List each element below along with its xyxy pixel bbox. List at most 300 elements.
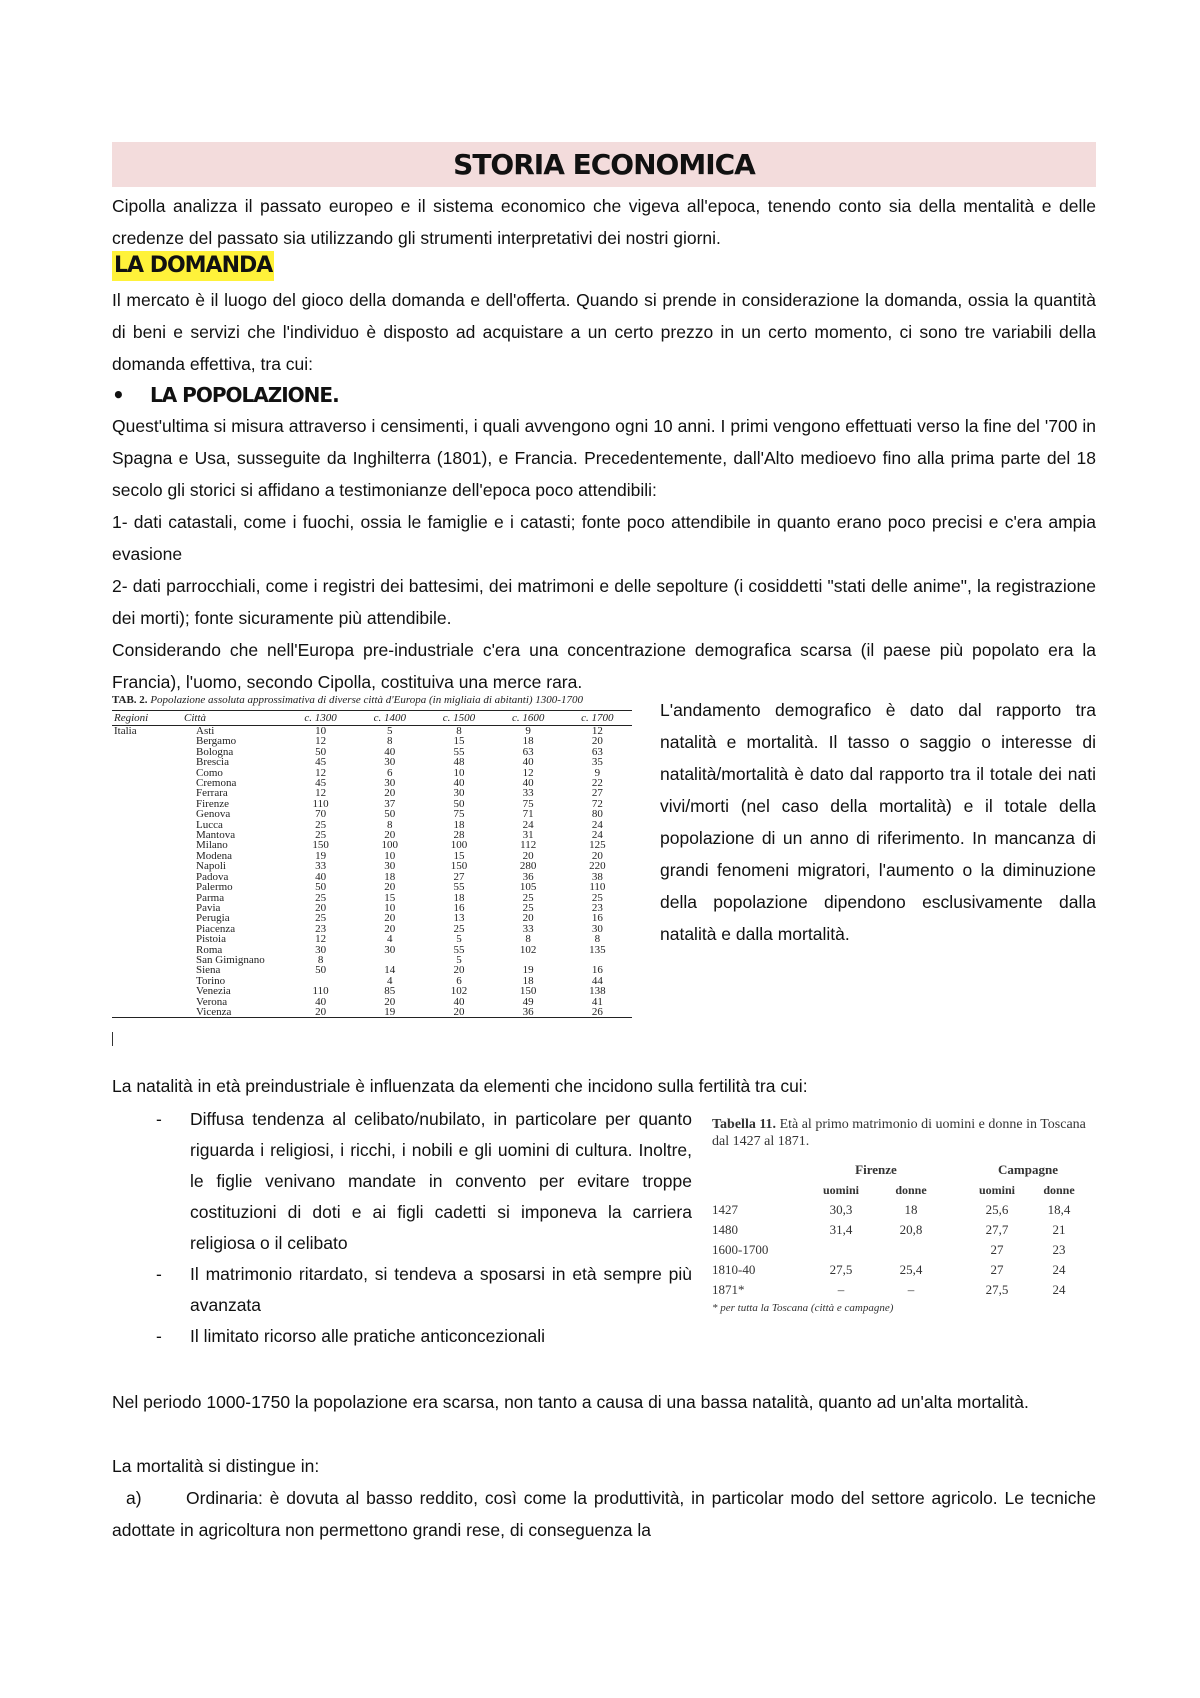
table-cell-region [112,986,182,996]
table-row [112,778,632,788]
table2-group: Campagne [998,1162,1058,1177]
table1-header: c. 1400 [355,711,424,726]
list-label: a) [126,1488,142,1508]
table-cell-value: 110 [312,797,329,810]
list-item [112,1104,692,1259]
table-row [112,882,632,892]
table2-group: Firenze [855,1162,897,1177]
table-cell-value: 138 [589,985,606,998]
table-cell-value: 30 [384,943,396,956]
table-cell-region: Italia [114,725,137,737]
heading-popolazione [112,380,339,410]
table1-header: c. 1700 [563,711,632,726]
table-cell-value: 18,4 [1047,1202,1071,1217]
table-cell-value: 24 [591,818,603,831]
table-cell-value: 50 [384,808,396,821]
table-row [112,924,632,934]
title-banner [112,142,1096,187]
table-cell-city: Bergamo [196,735,237,748]
table-cell-value: 20 [591,735,603,748]
table-cell-value: 40 [453,777,465,790]
table-cell-value: 55 [453,745,465,758]
table-cell-city: Pistoia [196,933,226,946]
table-cell-value: 20 [522,912,534,925]
table-cell-value: 20 [384,995,396,1008]
table-cell-city: Piacenza [196,922,236,935]
table-cell-city: Brescia [196,756,229,769]
table2-subheader: donne [895,1182,927,1197]
table-cell-region [112,778,182,788]
table-cell-value: 85 [384,985,396,998]
table-row [112,768,632,778]
table-cell-value: 102 [519,943,537,956]
table-row [112,903,632,913]
table2-note: * per tutta la Toscana (città e campagne) [712,1302,894,1314]
table-row [112,934,632,944]
table-cell-value: 20 [384,829,396,842]
list-item [112,1259,692,1321]
table1-header: c. 1600 [494,711,563,726]
table-cell-region [112,830,182,840]
table1-crop-mark [112,1032,113,1046]
table-cell-value: 8 [387,735,393,748]
table-row [112,955,632,965]
table1-body [112,726,632,1018]
table-cell-value: 40 [315,870,327,883]
table-cell-region [112,1007,182,1018]
table-row [112,788,632,798]
table1-caption-text: Popolazione assoluta approssimativa di diverse città d'Europa (in migliaia di abitanti) 1300-1700 [150,694,583,706]
table-cell-value: 10 [384,849,396,862]
table-cell-value: 16 [591,964,603,977]
table-cell-value: 12 [522,766,534,779]
table-cell-value: 31,4 [829,1222,853,1237]
table-cell-value: 14 [384,964,396,977]
table-cell-value: 150 [519,985,537,998]
table-cell-value: 40 [384,745,396,758]
table-cell-value: 20 [384,787,396,800]
table-cell-value: 4 [387,933,393,946]
table-cell-city: Pavia [196,901,221,914]
table-cell-value: 20 [384,922,396,935]
table-row [112,965,632,975]
table-cell-value: 5 [387,725,393,737]
table-cell-value: 27,7 [985,1222,1009,1237]
table-row [712,1260,1090,1280]
list-dash: - [156,1326,162,1346]
table-cell-value: 15 [384,891,396,904]
table-cell-value: – [837,1282,845,1297]
table-cell-region [112,945,182,955]
table-cell-city: Ferrara [196,787,228,800]
table1-header-row [112,711,632,726]
demografia-paragraph: L'andamento demografico è dato dal rapporto tra natalità e mortalità. Il tasso o saggio o interesse di natalità/mortalità è dato dal rapporto tra il totale dei nati vivi/morti (nel caso della mortalità) e il totale della popolazione di un anno di riferimento. In mancanza di grandi fenomeni migratori, l'aumento o la diminuzione della popolazione dipendono esclusivamente dalla natalità e dalla mortalità. [660,700,1096,944]
list-item-text: Il matrimonio ritardato, si tendeva a sposarsi in età sempre più avanzata [190,1264,692,1315]
table-cell-value: 25 [453,922,465,935]
table-cell-value: 27 [990,1262,1004,1277]
table-cell-value: 9 [594,766,601,779]
popolazione-paragraph-1: Quest'ultima si misura attraverso i censimenti, i quali avvengono ogni 10 anni. I primi vengono effettuati verso la fine del '700 in Spagna e Usa, susseguite da Inghilterra (1801), e Francia. Precedentemente, dall'Alto medioevo fino alla prima parte del 18 secolo gli storici si affidano a testimonianze dell'epoca poco attendibili: [112,416,1096,500]
table-row [712,1220,1090,1240]
table-cell-value: 280 [519,860,537,873]
table-cell-value: 20,8 [899,1222,923,1237]
table-cell-value: 25 [315,912,327,925]
table-cell-value: 25 [315,829,327,842]
table-cell-city: Lucca [196,818,223,831]
table-cell-value: 27 [591,787,603,800]
table-cell-value: 102 [450,985,468,998]
table1-caption [112,694,632,706]
table-row [712,1280,1090,1300]
table-cell-value: 48 [453,756,465,769]
table-cell-value: 12 [315,766,327,779]
table-cell-value: 30 [315,943,327,956]
list-dash: - [156,1264,162,1284]
table-cell-value: 25 [315,891,327,904]
table-cell-city: Parma [196,891,225,904]
table-cell-value: 18 [522,974,534,987]
table-row [112,820,632,830]
table-cell-value: 10 [453,766,465,779]
table-cell-value: 70 [315,808,327,821]
table-cell-value: 55 [453,943,465,956]
table-cell-value: 220 [589,860,606,873]
table2-body [712,1200,1090,1300]
table-cell-value: 12 [315,787,327,800]
table-cell-region [112,757,182,767]
table-cell-region [112,872,182,882]
table-cell-region [112,861,182,871]
table-cell-city: Perugia [196,912,230,925]
table-cell-value: 135 [589,943,606,956]
table-cell-year: 1480 [712,1222,738,1237]
table-cell-value: 30 [384,777,396,790]
table-cell-value: 27 [990,1242,1004,1257]
intro-paragraph: Cipolla analizza il passato europeo e il sistema economico che vigeva all'epoca, tenendo conto sia della mentalità e delle credenze del passato sia utilizzando gli strumenti interpretativi dei nostri giorni. [112,196,1096,248]
table-cell-value: 36 [494,1007,563,1018]
table-cell-value: 75 [522,797,534,810]
table-cell-value: 45 [315,756,327,769]
table-cell-value: 105 [519,881,537,894]
table-cell-value: 38 [591,870,603,883]
table-cell-year: 1427 [712,1202,738,1217]
table-cell-value: 40 [453,995,465,1008]
table-cell-year: 1600-1700 [712,1242,769,1257]
table-cell-value: 12 [591,725,603,737]
table-row [112,757,632,767]
table-cell-value: 12 [315,933,327,946]
table-cell-region [112,965,182,975]
table-cell-city: Roma [196,943,223,956]
table-cell-city: Asti [196,725,215,737]
table-cell-value: 31 [522,829,534,842]
mortalita-list-item [112,1482,1096,1546]
table-cell-value: 100 [381,839,399,852]
table-cell-value: 150 [312,839,329,852]
table-cell-value: 49 [522,995,534,1008]
list-item-text: Diffusa tendenza al celibato/nubilato, in particolare per quanto riguarda i religiosi, i ricchi, i nobili e gli uomini di cultura. Inoltre, le figlie venivano mandate in convento per evitare troppe costituzioni di doti e ai figli cadetti si imponeva la carriera religiosa o il celibato [190,1109,692,1253]
table-cell-region [112,736,182,746]
table-cell-value: 33 [315,860,327,873]
table1-header: Città [182,711,286,726]
table-cell-region [112,882,182,892]
table-cell-value: 13 [453,912,465,925]
natalita-intro: La natalità in età preindustriale è influenzata da elementi che incidono sulla fertilità tra cui: [112,1076,808,1096]
table-cell-value: 8 [317,953,324,966]
table-row [112,840,632,850]
table-cell-value: 4 [387,974,393,987]
table-cell-value: 24 [591,829,603,842]
table-cell-value: 10 [384,901,396,914]
table-cell-value: 20 [591,849,603,862]
table-cell-region [112,799,182,809]
table-cell-city: Verona [196,995,228,1008]
table-row [112,809,632,819]
domanda-paragraph: Il mercato è il luogo del gioco della domanda e dell'offerta. Quando si prende in considerazione la domanda, ossia la quantità di beni e servizi che l'individuo è disposto ad acquistare a un certo prezzo in un certo momento, ci sono tre variabili della domanda effettiva, tra cui: [112,290,1096,374]
popolazione-paragraph-4: Considerando che nell'Europa pre-industriale c'era una concentrazione demografica scarsa (il paese più popolato era la Francia), l'uomo, secondo Cipolla, costituiva una merce rara. [112,640,1096,692]
table-cell-value: 18 [904,1202,918,1217]
table2-caption-text: Età al primo matrimonio di uomini e donne in Toscana dal 1427 al 1871. [712,1117,1086,1149]
table-cell-value: 10 [315,725,327,737]
table1-header: c. 1300 [286,711,355,726]
table-cell-value: 25 [315,818,327,831]
table-cell-region [112,851,182,861]
table-cell-value: 26 [563,1007,632,1018]
table-cell-value: 112 [520,839,537,852]
table-cell-region [112,788,182,798]
table1-label: TAB. 2. [112,694,148,706]
list-dash: - [156,1109,162,1129]
table-row [112,986,632,996]
population-table [112,710,632,1018]
table-cell-city: Bologna [196,745,234,758]
table-cell-value: 12 [315,735,327,748]
table-cell-city: Firenze [196,797,229,810]
table-cell-value: 30 [384,860,396,873]
table-cell-value: 40 [315,995,327,1008]
table-cell-value: 50 [453,797,465,810]
table-spacer [946,1260,966,1280]
table-cell-value: 72 [591,797,603,810]
table-cell-value: 8 [525,933,531,946]
table-cell-region [112,768,182,778]
table2-subheader: donne [1043,1182,1075,1197]
table-row [112,830,632,840]
table-cell-value: 25,6 [985,1202,1009,1217]
table-cell-value: 20 [453,964,465,977]
table1-header: Regioni [112,711,182,726]
table2-subheader: uomini [822,1182,859,1197]
table-cell-value: 50 [315,745,327,758]
table-row [112,747,632,757]
table-cell-value: 40 [522,777,534,790]
table-cell-value: 50 [315,964,327,977]
table-cell-region [112,893,182,903]
table-cell-city: Palermo [196,881,233,894]
table-row [112,913,632,923]
list-item-text: Il limitato ricorso alle pratiche anticoncezionali [190,1326,546,1346]
table-cell-value: 23 [591,901,603,914]
table-cell-region [112,840,182,850]
table-spacer [946,1200,966,1220]
table-cell-city: Siena [196,964,221,977]
table-cell-region [112,747,182,757]
table-cell-value: 30,3 [829,1202,853,1217]
table-row [112,799,632,809]
table-spacer [946,1280,966,1300]
table-cell-value: 24 [522,818,534,831]
table-cell-value: 19 [315,849,327,862]
table-cell-region [112,976,182,986]
table-cell-value: 15 [453,849,465,862]
table-cell-city: Napoli [196,860,226,873]
table-cell-value: 21 [1052,1222,1066,1237]
table-cell-value: 23 [315,922,327,935]
table-cell-value: 27,5 [829,1262,853,1277]
table-cell-value: 110 [312,985,329,998]
table-cell-value: 20 [286,1007,355,1018]
table-cell-value: 5 [456,933,462,946]
table-cell-value: 35 [591,756,603,769]
table-cell-city: Padova [196,870,229,883]
table-cell-value: 15 [453,735,465,748]
table2-subheader: uomini [978,1182,1015,1197]
table-cell-value: 41 [591,995,603,1008]
table-cell-value: 20 [315,901,327,914]
table-row [112,726,632,737]
table-row [712,1200,1090,1220]
table-cell-value: 30 [591,922,603,935]
table-cell-city: Modena [196,849,233,862]
table-cell-value [876,1240,946,1260]
table-cell-value: 45 [315,777,327,790]
table-cell-value: 16 [453,901,465,914]
page-title: STORIA ECONOMICA [453,148,755,181]
table-cell-city: San Gimignano [196,953,265,966]
marriage-age-table [712,1160,1090,1300]
table-cell-value: 150 [450,860,468,873]
table-cell-value: 37 [384,797,396,810]
table-cell-region [112,955,182,965]
table-cell-value: 80 [591,808,603,821]
heading-popolazione-label: LA POPOLAZIONE [150,383,333,407]
table-cell-value: 71 [522,808,534,821]
table1-header: c. 1500 [424,711,493,726]
table-cell-value: 44 [591,974,603,987]
table-cell-city: Milano [196,839,228,852]
table-cell-city: Venezia [196,985,231,998]
table-cell-value: 25,4 [899,1262,923,1277]
table-spacer [946,1220,966,1240]
table-cell-value: 18 [453,818,465,831]
table-row [112,997,632,1007]
table-cell-region [112,924,182,934]
table-cell-region [112,820,182,830]
table-cell-value: 27,5 [985,1282,1009,1297]
table-cell-region [112,913,182,923]
table-cell-value: 23 [1052,1242,1066,1257]
table-cell-value: 30 [384,756,396,769]
table-cell-value: 110 [589,881,606,894]
table-cell-value: 33 [522,922,534,935]
table-cell-region [112,997,182,1007]
table-cell-value: 6 [456,974,462,987]
heading-popolazione-suffix: . [332,383,339,407]
table-row [112,872,632,882]
table-cell-value: 5 [456,953,462,966]
table-cell-city: Vicenza [182,1007,286,1018]
table-cell-value: 20 [424,1007,493,1018]
table-cell-value: 75 [453,808,465,821]
table-cell-value: 16 [591,912,603,925]
table-cell-value: – [907,1282,915,1297]
table-row [112,861,632,871]
table-cell-value: 6 [387,766,393,779]
table-cell-value: 8 [456,725,462,737]
popolazione-paragraph-3: 2- dati parrocchiali, come i registri dei battesimi, dei matrimoni e delle sepolture (i cosiddetti "stati delle anime", la registrazione dei morti); fonte sicuramente più attendibile. [112,576,1096,628]
table-cell-value: 20 [522,849,534,862]
table-cell-value: 33 [522,787,534,800]
table-cell-value: 19 [522,964,534,977]
heading-domanda: LA DOMANDA [112,251,274,281]
table-cell-value: 27 [453,870,465,883]
table2-subheader-row [712,1180,1090,1200]
table-cell-value: 40 [522,756,534,769]
table-cell-region [112,934,182,944]
table-cell-city: Como [196,766,223,779]
list-item [112,1321,692,1352]
table-cell-value: 63 [591,745,603,758]
table-cell-city: Cremona [196,777,237,790]
table-cell-value: 20 [384,912,396,925]
table-cell-value: 24 [1052,1282,1066,1297]
table-cell-value: 30 [453,787,465,800]
table-row [112,736,632,746]
table-cell-value: 100 [450,839,468,852]
table-cell-value: 18 [522,735,534,748]
table-cell-value: 20 [384,881,396,894]
list-item-text: Ordinaria: è dovuta al basso reddito, così come la produttività, in particolar modo del settore agricolo. Le tecniche adottate in agricoltura non permettono grandi rese, di conseguenza la [112,1488,1096,1540]
table-row [712,1240,1090,1260]
table-cell-value: 28 [453,829,465,842]
table-cell-value: 25 [591,891,603,904]
marriage-age-table-image [712,1116,1096,1314]
table2-caption [712,1116,1096,1150]
table-row [112,945,632,955]
table-row [112,1007,632,1018]
table-cell-value: 18 [453,891,465,904]
table-cell-region [112,809,182,819]
table-cell-value: 55 [453,881,465,894]
table-cell-year: 1810-40 [712,1262,756,1277]
table-cell-region [112,903,182,913]
table-row [112,976,632,986]
table-cell-value: 125 [589,839,606,852]
table-cell-value: 24 [1052,1262,1066,1277]
table-cell-value: 25 [522,891,534,904]
table-cell-value: 18 [384,870,396,883]
table-cell-value [806,1240,876,1260]
table-cell-value: 63 [522,745,534,758]
table-cell-value: 8 [387,818,393,831]
bullet-icon: • [112,383,124,407]
natalita-list [112,1104,692,1352]
table2-label: Tabella 11. [712,1117,777,1132]
table-cell-city: Genova [196,808,231,821]
table-cell-value: 50 [315,881,327,894]
table-spacer [946,1240,966,1260]
table-cell-value: 25 [522,901,534,914]
